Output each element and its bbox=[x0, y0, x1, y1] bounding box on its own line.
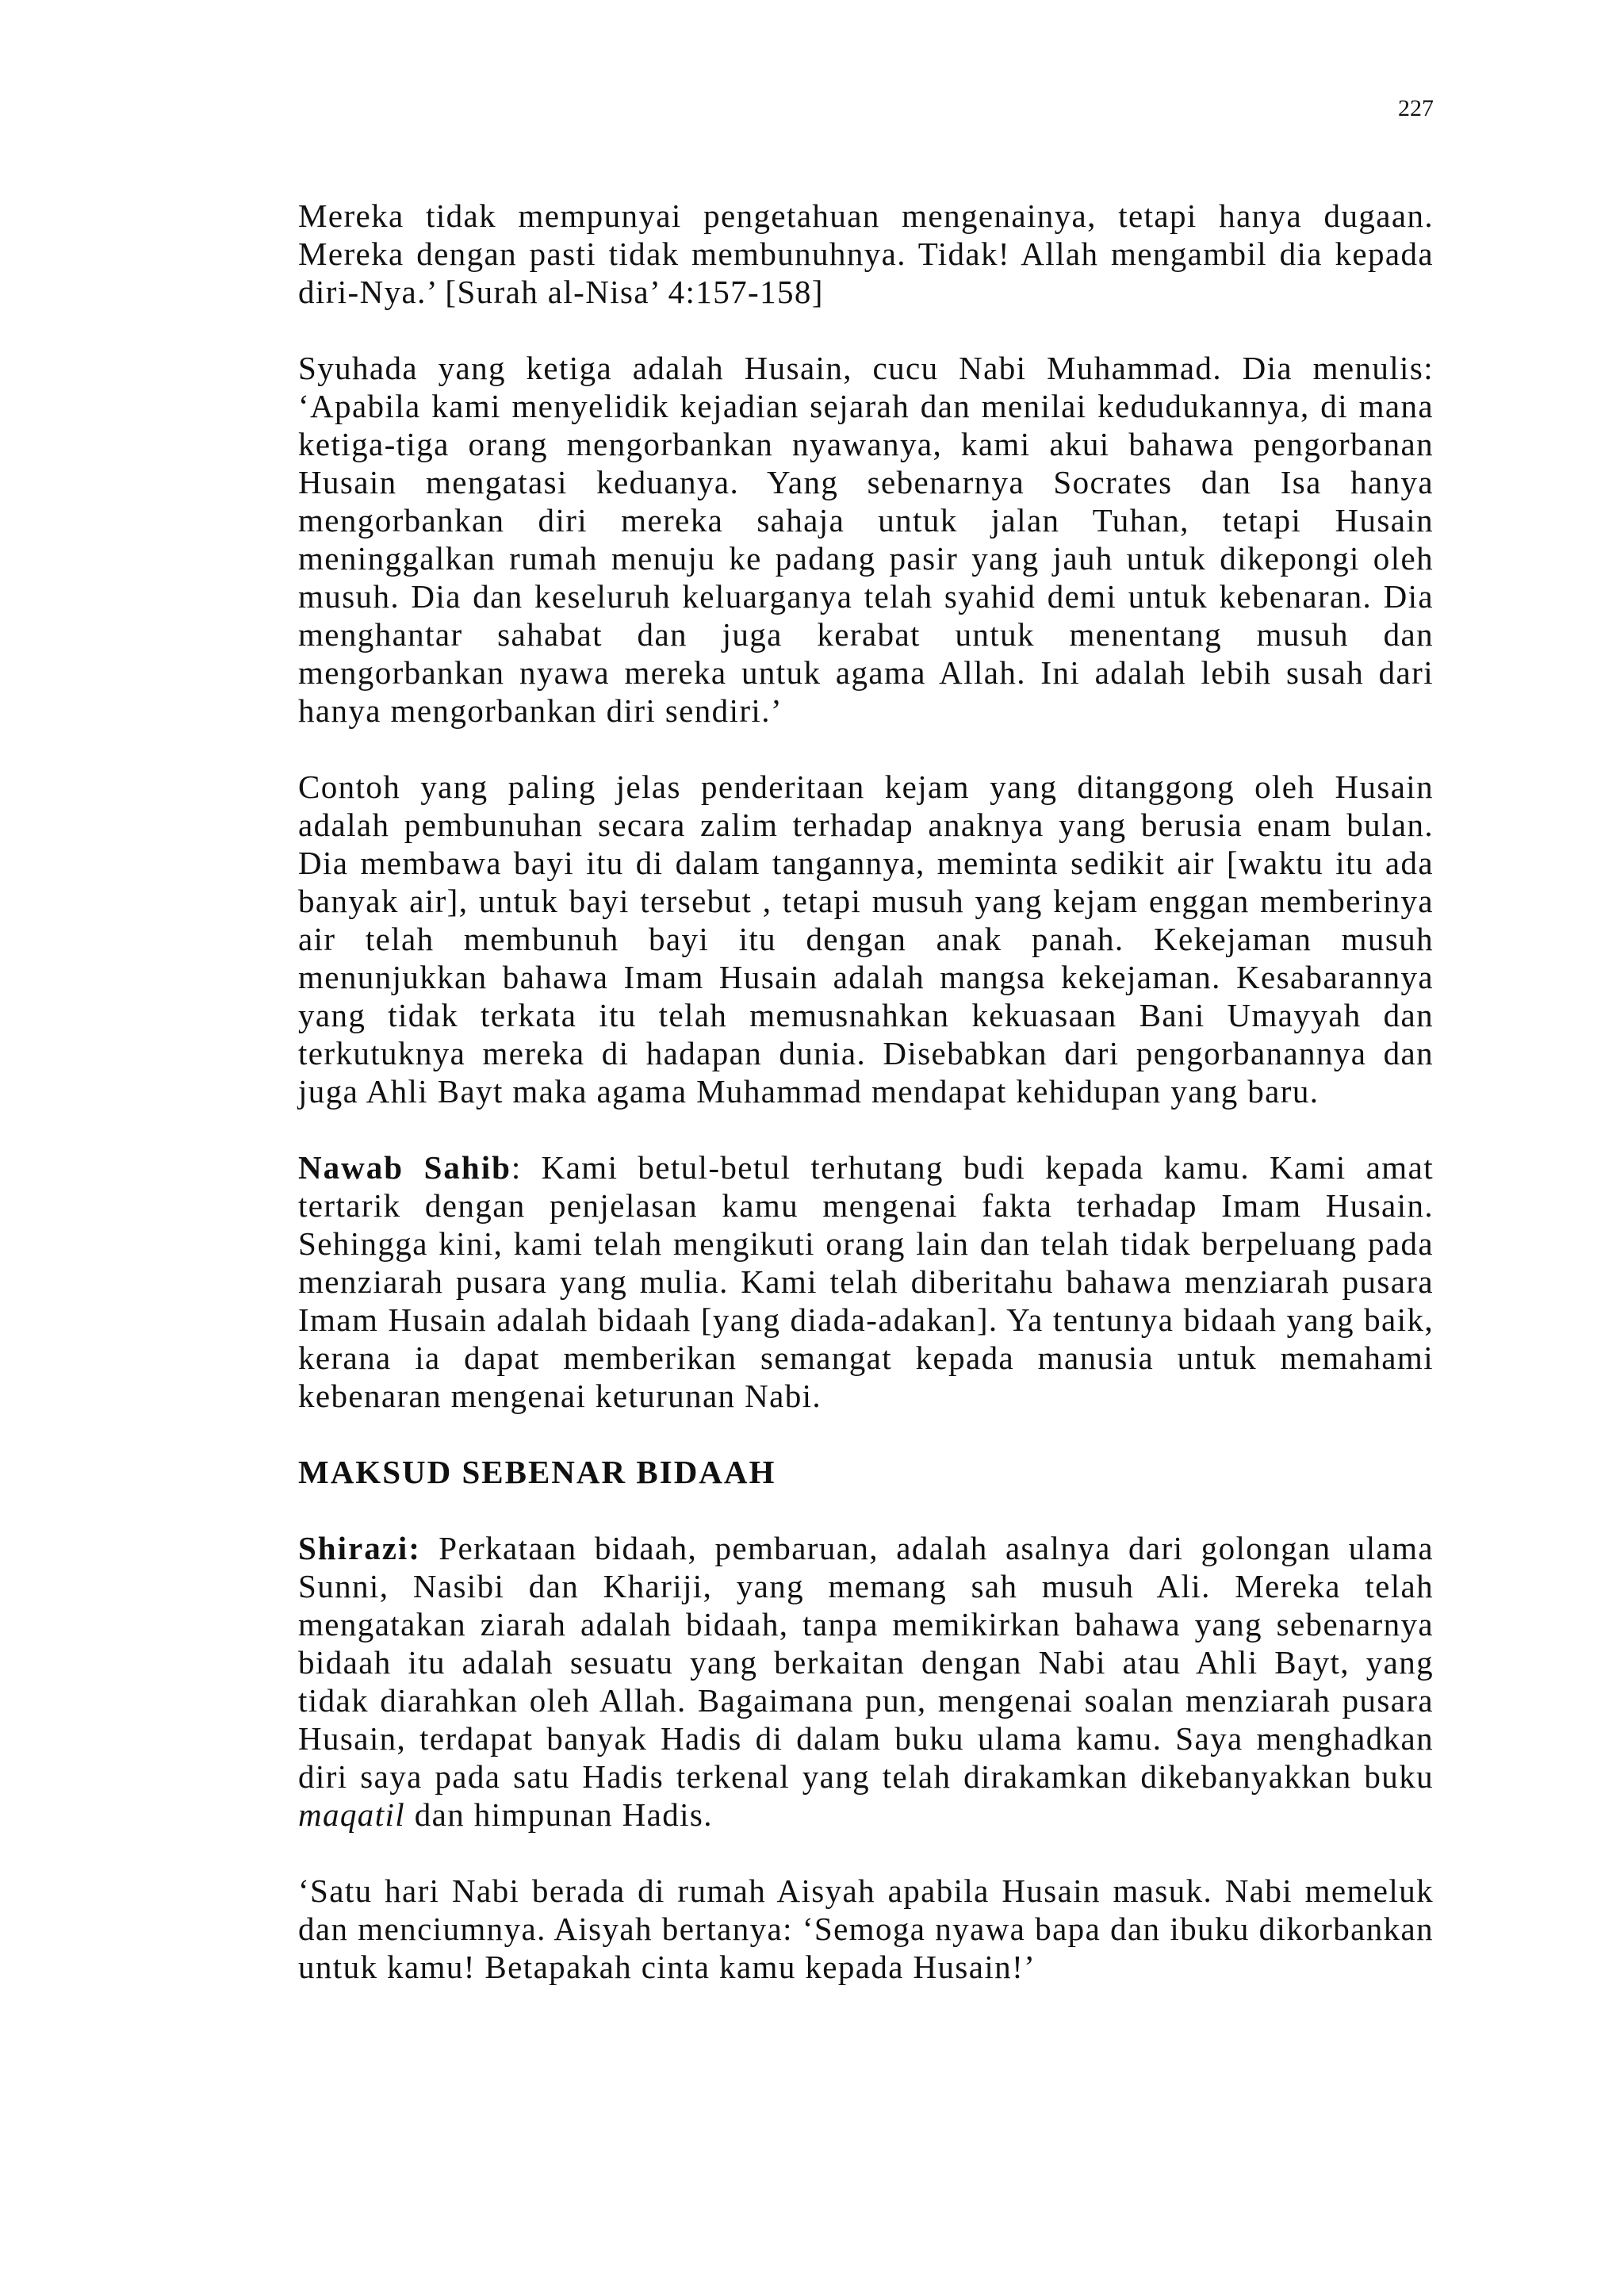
paragraph-infant-example: Contoh yang paling jelas penderitaan kejam yang ditanggong oleh Husain adalah pembunuhan secara zalim terhadap anaknya yang berusia enam bulan. Dia membawa bayi itu di dalam tangannya, meminta sedikit air [waktu itu ada banyak air], untuk bayi tersebut , tetapi musuh yang kejam enggan memberinya air telah membunuh bayi itu dengan anak panah. Kekejaman musuh menunjukkan bahawa Imam Husain adalah mangsa kekejaman. Kesabarannya yang tidak terkata itu telah memusnahkan kekuasaan Bani Umayyah dan terkutuknya mereka di hadapan dunia. Disebabkan dari pengorbanannya dan juga Ahli Bayt maka agama Muhammad mendapat kehidupan yang baru. bbox=[298, 769, 1434, 1110]
page-body bbox=[298, 197, 1434, 1986]
paragraph-shirazi bbox=[298, 1529, 1434, 1834]
speaker-nawab-sahib: Nawab Sahib bbox=[298, 1149, 511, 1186]
shirazi-text-a: Perkataan bidaah, pembaruan, adalah asalnya dari golongan ulama Sunni, Nasibi dan Khariji, yang memang sah musuh Ali. Mereka telah mengatakan ziarah adalah bidaah, tanpa memikirkan bahawa yang sebenarnya bidaah itu adalah sesuatu yang berkaitan dengan Nabi atau Ahli Bayt, yang tidak diarahkan oleh Allah. Bagaimana pun, mengenai soalan menziarah pusara Husain, terdapat banyak Hadis di dalam buku ulama kamu. Saya menghadkan diri saya pada satu Hadis terkenal yang telah dirakamkan dikebanyakkan buku bbox=[298, 1530, 1434, 1795]
shirazi-italic-term: maqatil bbox=[298, 1796, 406, 1833]
shirazi-text-b: dan himpunan Hadis. bbox=[405, 1796, 713, 1833]
paragraph-quran-quote: Mereka tidak mempunyai pengetahuan mengenainya, tetapi hanya dugaan. Mereka dengan pasti tidak membunuhnya. Tidak! Allah mengambil dia kepada diri-Nya.’ [Surah al-Nisa’ 4:157-158] bbox=[298, 197, 1434, 310]
paragraph-third-martyr: Syuhada yang ketiga adalah Husain, cucu Nabi Muhammad. Dia menulis: ‘Apabila kami menyelidik kejadian sejarah dan menilai kedudukannya, di mana ketiga-tiga orang mengorbankan nyawanya, kami akui bahawa pengorbanan Husain mengatasi keduanya. Yang sebenarnya Socrates dan Isa hanya mengorbankan diri mereka sahaja untuk jalan Tuhan, tetapi Husain meninggalkan rumah menuju ke padang pasir yang jauh untuk dikepongi oleh musuh. Dia dan keseluruh keluarganya telah syahid demi untuk kebenaran. Dia menghantar sahabat dan juga kerabat untuk menentang musuh dan mengorbankan nyawa mereka untuk agama Allah. Ini adalah lebih susah dari hanya mengorbankan diri sendiri.’ bbox=[298, 350, 1434, 729]
paragraph-hadith-aisyah: ‘Satu hari Nabi berada di rumah Aisyah apabila Husain masuk. Nabi memeluk dan menciumnya. Aisyah bertanya: ‘Semoga nyawa bapa dan ibuku dikorbankan untuk kamu! Betapakah cinta kamu kepada Husain!’ bbox=[298, 1872, 1434, 1985]
nawab-sahib-text: : Kami betul-betul terhutang budi kepada kamu. Kami amat tertarik dengan penjelasan kamu mengenai fakta terhadap Imam Husain. Sehingga kini, kami telah mengikuti orang lain dan telah tidak berpeluang pada menziarah pusara yang mulia. Kami telah diberitahu bahawa menziarah pusara Imam Husain adalah bidaah [yang diada-adakan]. Ya tentunya bidaah yang baik, kerana ia dapat memberikan semangat kepada manusia untuk memahami kebenaran mengenai keturunan Nabi. bbox=[298, 1149, 1434, 1414]
speaker-shirazi: Shirazi: bbox=[298, 1530, 421, 1566]
page-number: 227 bbox=[1398, 95, 1434, 121]
section-heading: MAKSUD SEBENAR BIDAAH bbox=[298, 1454, 776, 1490]
paragraph-nawab-sahib bbox=[298, 1148, 1434, 1415]
